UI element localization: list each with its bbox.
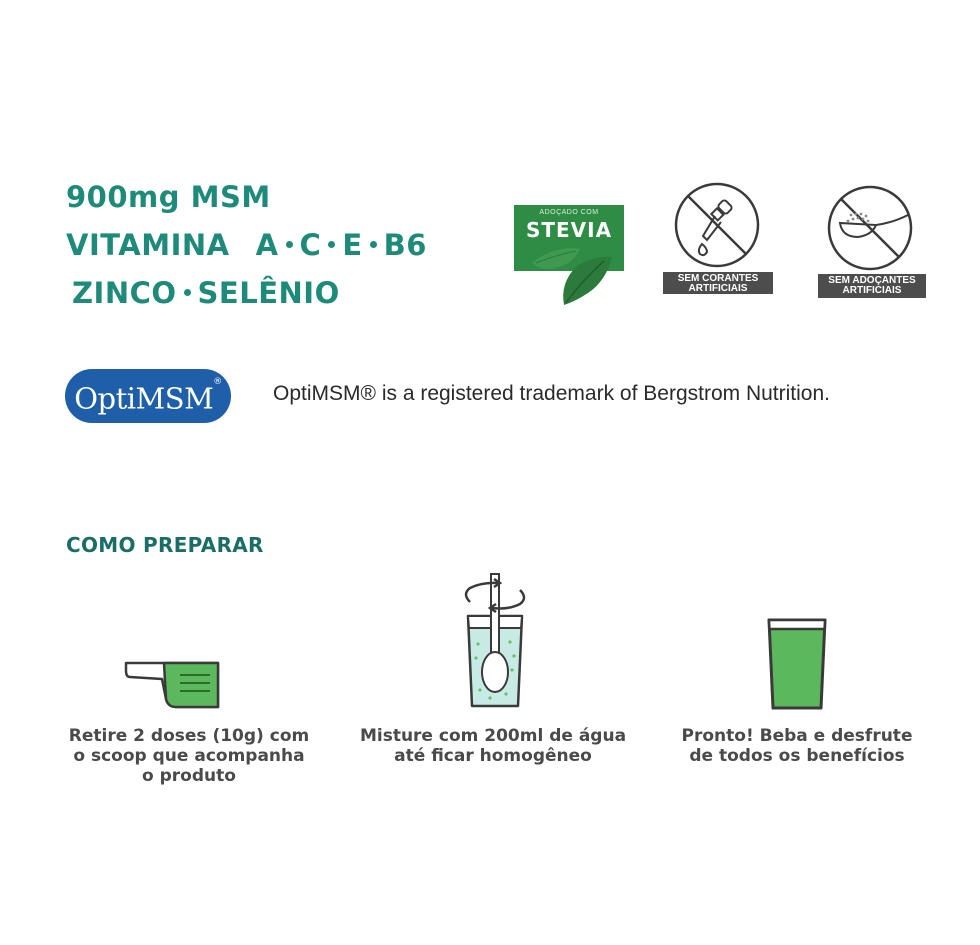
- vitamin-label: VITAMINA: [66, 228, 230, 262]
- optimsm-logo: OptiMSM®: [65, 369, 231, 423]
- section-title: COMO PREPARAR: [66, 533, 264, 557]
- stevia-badge: [514, 205, 624, 305]
- no-colorants-label: SEM CORANTES ARTIFICIAIS: [663, 272, 773, 294]
- mineral-selenium: SELÊNIO: [197, 276, 340, 310]
- stirring-glass-icon: [460, 572, 530, 712]
- bullet-dot: [286, 241, 293, 248]
- no-spoon-icon: [818, 185, 928, 273]
- vitamin-e: E: [342, 228, 363, 262]
- vitamin-c: C: [299, 228, 322, 262]
- trademark-notice: OptiMSM® is a registered trademark of Bergstrom Nutrition.: [273, 382, 830, 405]
- bullet-dot: [370, 241, 377, 248]
- headline-minerals: [72, 276, 340, 310]
- vitamin-b6: B6: [383, 228, 427, 262]
- no-sweeteners-label: SEM ADOÇANTES ARTIFICIAIS: [818, 274, 926, 298]
- no-colorants-badge: [663, 180, 773, 296]
- step-2-text: Misture com 200ml de água até ficar homogêneo: [359, 726, 627, 766]
- headline-vitamins: [66, 228, 427, 262]
- scoop-icon: [124, 657, 224, 713]
- bullet-dot: [184, 289, 191, 296]
- step-3-text: Pronto! Beba e desfrute de todos os benefícios: [681, 726, 913, 766]
- mineral-zinc: ZINCO: [72, 276, 177, 310]
- vitamin-a: A: [255, 228, 279, 262]
- no-sweeteners-badge: [818, 185, 928, 301]
- no-dropper-icon: [663, 180, 773, 272]
- step-1-text: Retire 2 doses (10g) com o scoop que acompanha o produto: [68, 726, 310, 786]
- bullet-dot: [328, 241, 335, 248]
- headline-msm: 900mg MSM: [66, 180, 271, 214]
- stevia-small-label: ADOÇADO COM: [539, 209, 599, 216]
- green-drink-glass-icon: [765, 616, 829, 712]
- stevia-label: STEVIA: [525, 218, 613, 242]
